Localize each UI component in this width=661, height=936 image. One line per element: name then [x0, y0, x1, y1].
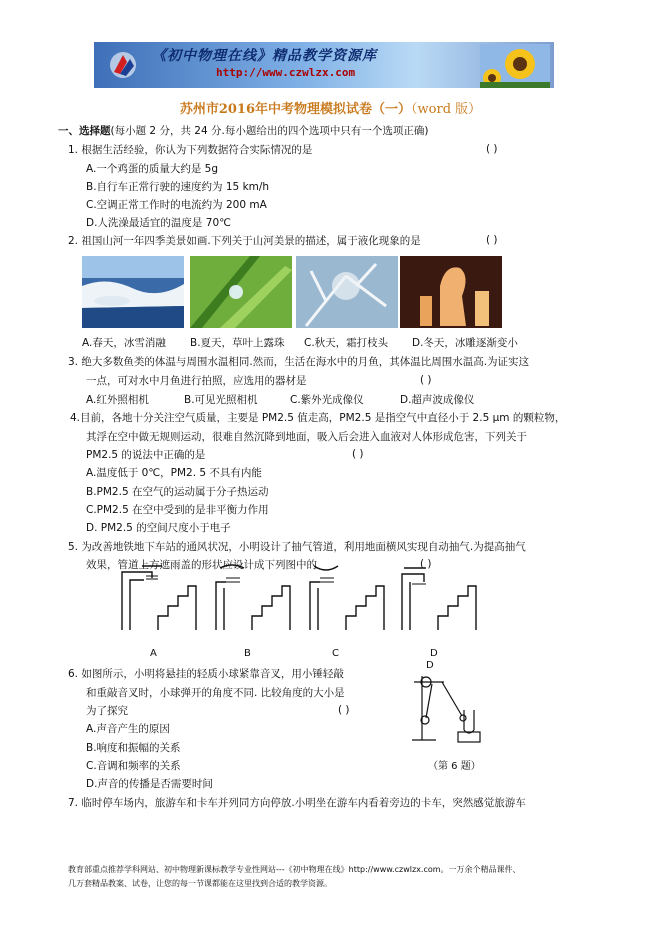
- q5-label-c: C: [332, 648, 339, 659]
- title-main: 苏州市2016年中考物理模拟试卷（一）: [179, 102, 412, 117]
- q4-answer-paren: ( ): [352, 448, 364, 460]
- site-logo-icon: [108, 50, 138, 80]
- q6-option-c: C.音调和频率的关系: [86, 760, 181, 772]
- sunflower-image: [480, 44, 550, 88]
- q6-figure-caption: （第 6 题）: [428, 761, 481, 772]
- q1-option-b: B.自行车正常行驶的速度约为 15 km/h: [86, 181, 270, 193]
- q3-option-d: D.超声波成像仪: [400, 394, 475, 406]
- q1-stem: 1. 根据生活经验，你认为下列数据符合实际情况的是: [68, 144, 313, 156]
- q4-option-c: C.PM2.5 在空中受到的是非平衡力作用: [86, 504, 269, 516]
- q6-figure-label: D: [426, 660, 434, 671]
- q1-option-a: A.一个鸡蛋的质量大约是 5g: [86, 163, 219, 175]
- q4-stem-line3: PM2.5 的说法中正确的是: [86, 449, 206, 461]
- q1-option-c: C.空调正常工作时的电流约为 200 mA: [86, 199, 267, 211]
- banner-title: 《初中物理在线》精品教学资源库: [152, 48, 377, 64]
- section-label: 一、选择题: [58, 125, 111, 137]
- photo-summer-dew: [190, 256, 292, 328]
- banner-url: http://www.czwlzx.com: [216, 66, 356, 79]
- q4-stem-line2: 其浮在空中做无规则运动，很难自然沉降到地面，吸入后会进入血液对人体形成危害，下列关于: [86, 431, 527, 443]
- title-suffix: （word 版）: [411, 102, 482, 117]
- q2-option-c: C.秋天，霜打枝头: [304, 337, 389, 349]
- q5-label-d: D: [430, 648, 438, 659]
- q5-label-b: B: [244, 648, 251, 659]
- q5-diagram-b: [212, 560, 294, 635]
- q6-stem-line2: 和重敲音叉时，小球弹开的角度不同. 比较角度的大小是: [86, 687, 345, 699]
- q5-answer-paren: ( ): [420, 558, 432, 570]
- q5-diagram-c: [306, 560, 388, 635]
- q5-stem-line1: 5. 为改善地铁地下车站的通风状况，小明设计了抽气管道，利用地面横风实现自动抽气.为提高抽气: [68, 541, 526, 553]
- section-note: (每小题 2 分，共 24 分.每小题给出的四个选项中只有一个选项正确): [110, 125, 429, 137]
- section-heading: [58, 124, 428, 138]
- q3-answer-paren: ( ): [420, 374, 432, 386]
- q5-label-a: A: [150, 648, 157, 659]
- page-title: [0, 98, 661, 117]
- photo-spring-ice: [82, 256, 184, 328]
- q3-stem-line2: 一点，可对水中月鱼进行拍照，应选用的器材是: [86, 375, 307, 387]
- q4-option-b: B.PM2.5 在空气的运动属于分子热运动: [86, 486, 269, 498]
- q7-stem: 7. 临时停车场内，旅游车和卡车并列同方向停放.小明坐在游车内看着旁边的卡车，突然感觉旅游车: [68, 797, 526, 809]
- q1-answer-paren: ( ): [486, 143, 498, 155]
- q2-option-d: D.冬天，冰雕逐渐变小: [412, 337, 518, 349]
- header-banner: [94, 42, 554, 88]
- q3-option-c: C.紫外光成像仪: [290, 394, 364, 406]
- q1-option-d: D.人洗澡最适宜的温度是 70℃: [86, 217, 231, 229]
- footer-line2: 几万套精品教案、试卷，让您的每一节课都能在这里找到合适的教学资源。: [68, 879, 332, 888]
- q5-stem-line2: 效果，管道上方遮雨盖的形状应设计成下列图中的: [86, 559, 317, 571]
- q3-option-a: A.红外照相机: [86, 394, 149, 406]
- q3-stem-line1: 3. 绝大多数鱼类的体温与周围水温相同.然而，生活在海水中的月鱼，其体温比周围水温高.为证实这: [68, 356, 530, 368]
- tuning-fork-diagram: [404, 670, 488, 750]
- photo-winter-ice-sculpture: [400, 256, 502, 328]
- q5-diagram-a: [118, 560, 200, 635]
- q6-stem-line1: 6. 如图所示，小明将悬挂的轻质小球紧靠音叉，用小锤轻敲: [68, 668, 344, 680]
- q5-diagram-d: [398, 560, 480, 635]
- q4-option-a: A.温度低于 0℃，PM2. 5 不具有内能: [86, 467, 262, 479]
- q6-answer-paren: ( ): [338, 704, 350, 716]
- q6-option-a: A.声音产生的原因: [86, 723, 170, 735]
- q2-answer-paren: ( ): [486, 234, 498, 246]
- footer-line1: 教育部重点推荐学科网站、初中物理新课标教学专业性网站---《初中物理在线》http://www.czwlzx.com。一万余个精品课件、: [68, 865, 521, 874]
- q6-option-b: B.响度和振幅的关系: [86, 742, 181, 754]
- q6-stem-line3: 为了探究: [86, 705, 128, 717]
- q6-option-d: D.声音的传播是否需要时间: [86, 778, 213, 790]
- photo-autumn-frost: [296, 256, 398, 328]
- q3-option-b: B.可见光照相机: [184, 394, 258, 406]
- q4-stem-line1: 4.目前，各地十分关注空气质量，主要是 PM2.5 值走高，PM2.5 是指空气中直径小于 2.5 μm 的颗粒物，: [70, 412, 566, 424]
- q4-option-d: D. PM2.5 的空间尺度小于电子: [86, 522, 231, 534]
- q2-option-b: B.夏天，草叶上露珠: [190, 337, 285, 349]
- q2-stem: 2. 祖国山河一年四季美景如画.下列关于山河美景的描述，属于液化现象的是: [68, 235, 421, 247]
- q2-option-a: A.春天，冰雪消融: [82, 337, 166, 349]
